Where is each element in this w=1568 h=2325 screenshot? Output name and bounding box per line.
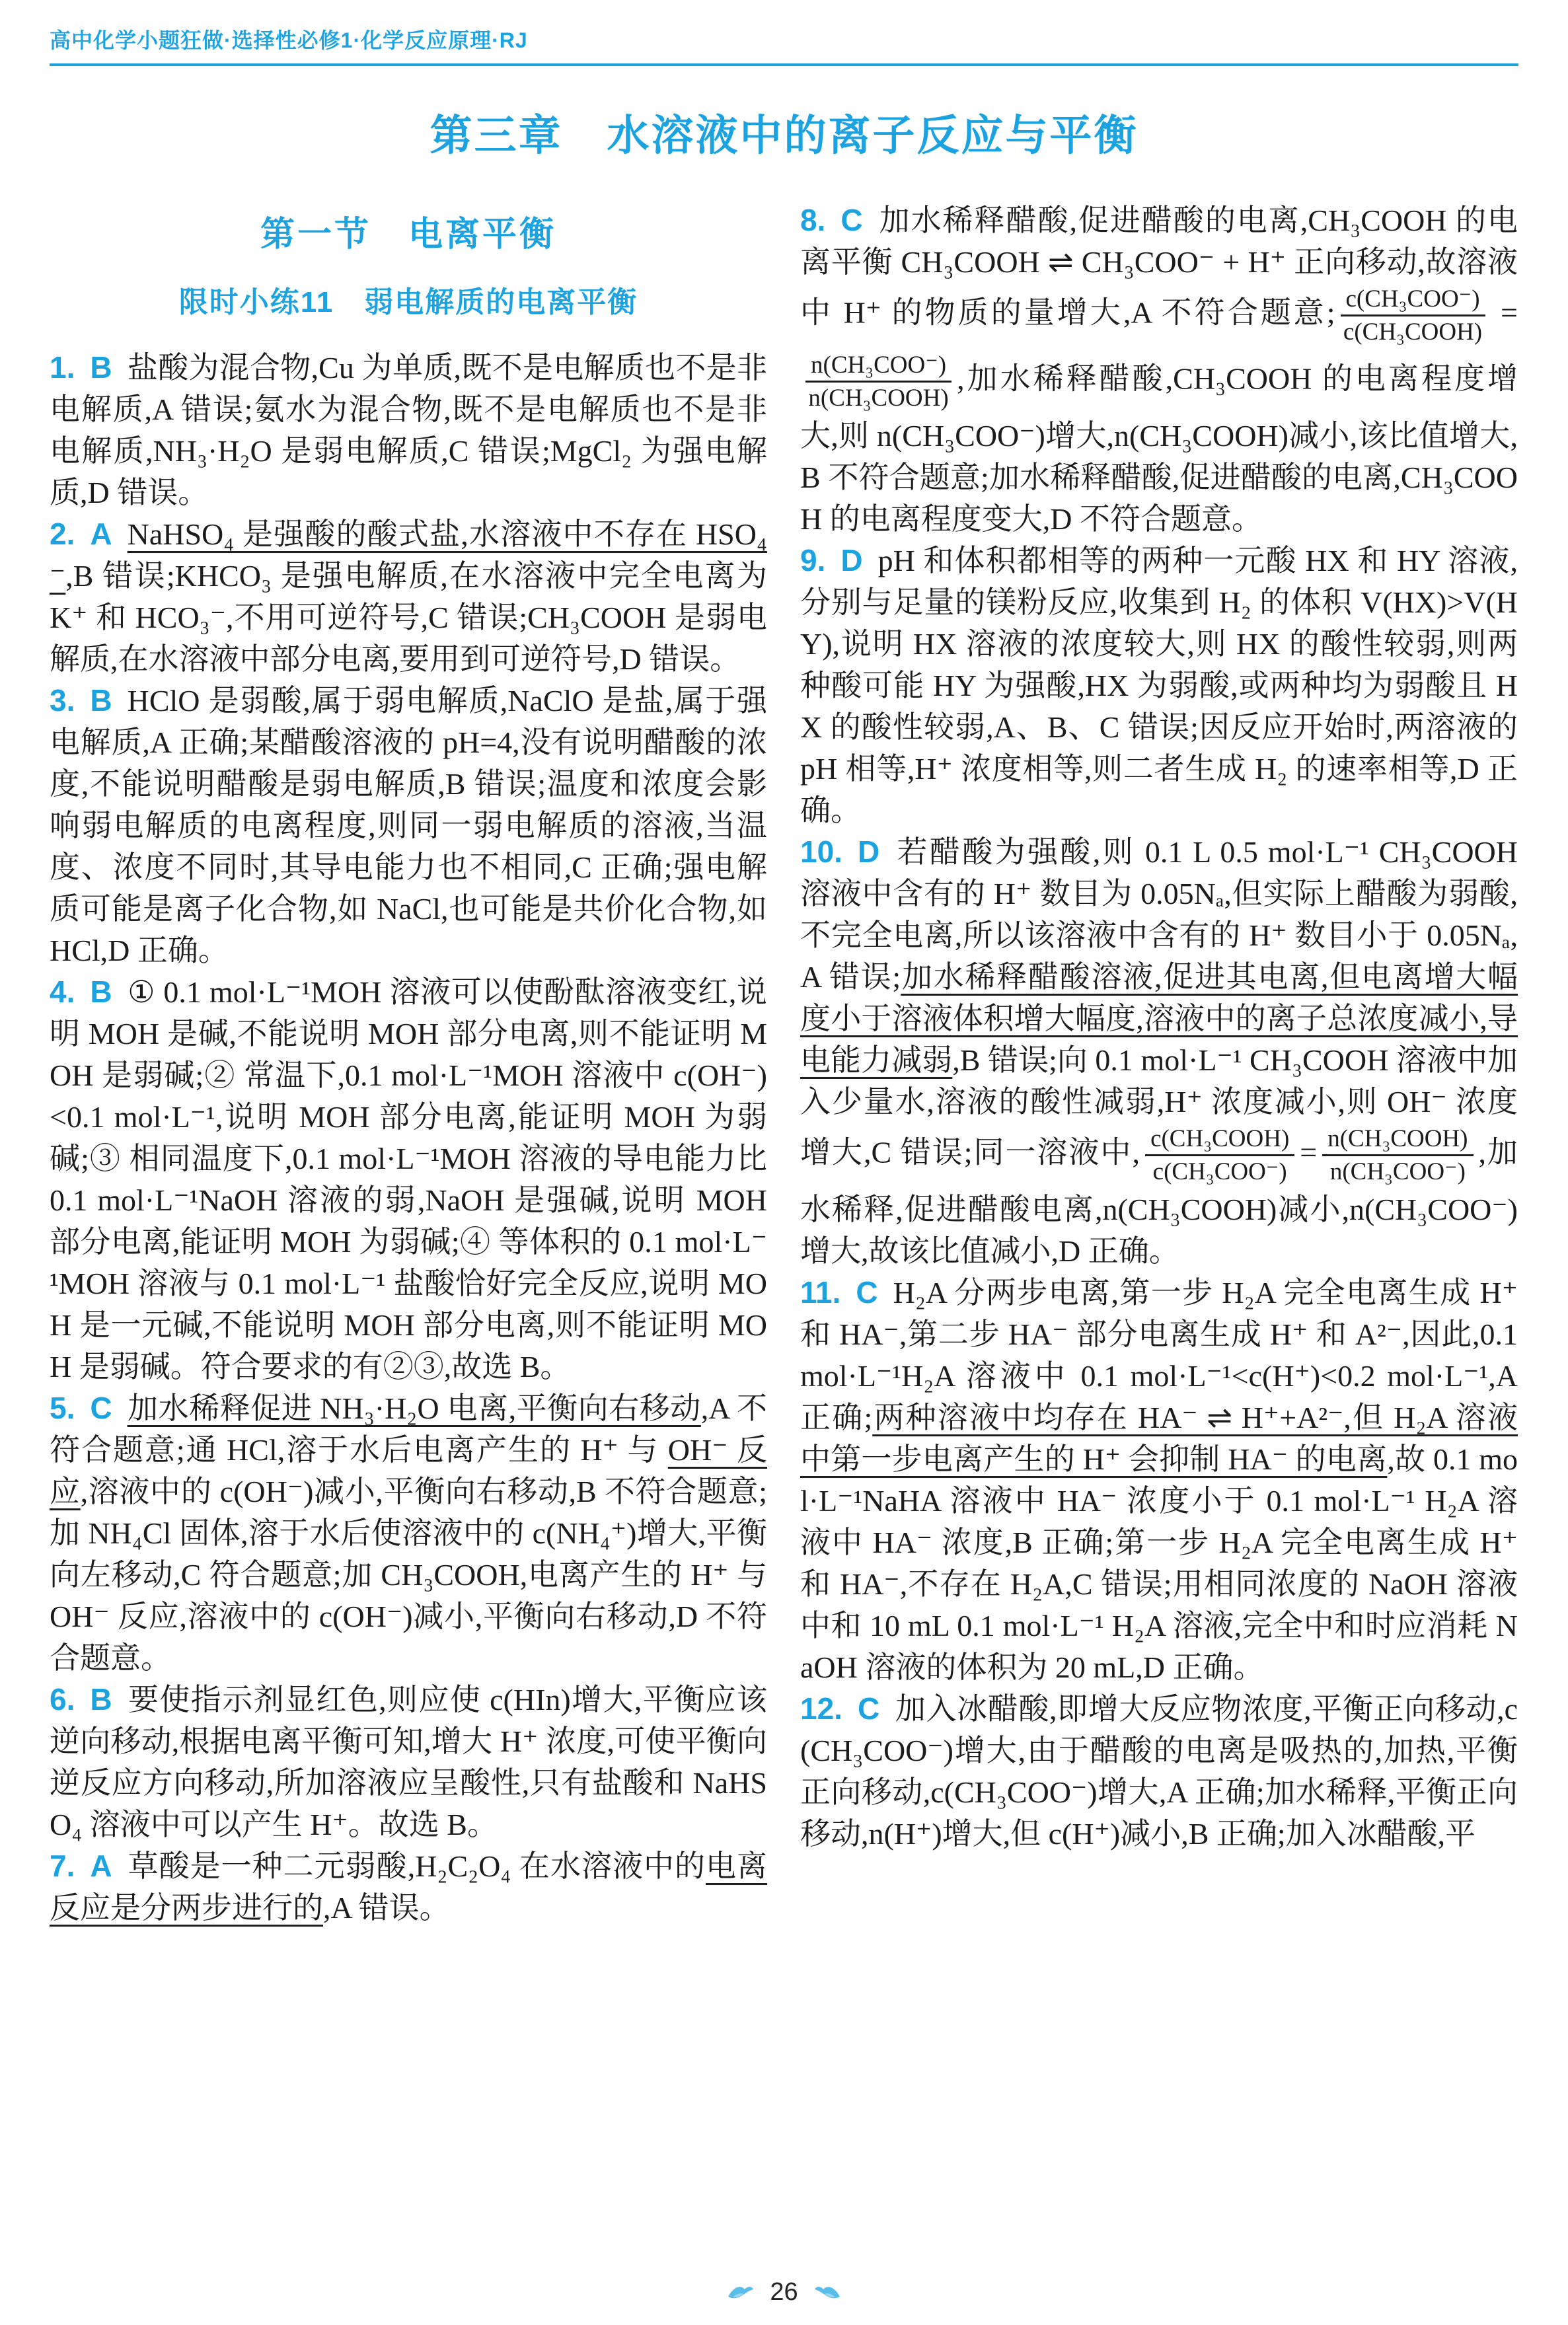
answer-item [800, 200, 1518, 540]
answer-text: ,故 0.1 mol·L⁻¹NaHA 溶液中 HA⁻ 浓度小于 0.1 mol·L⁻¹ H₂A 溶液中 HA⁻ 浓度,B 正确;第一步 H₂A 完全电离生成 H⁺ 和 HA⁻,不存在 H₂A,C 错误;用相同浓度的 NaOH 溶液中和 10 mL 0.1 mol·L⁻¹ H₂A 溶液,完全中和时应消耗 NaOH 溶液的体积为 20 mL,D 正确。 [800, 1442, 1518, 1684]
answer-text: ① 0.1 mol·L⁻¹MOH 溶液可以使酚酞溶液变红,说明 MOH 是碱,不能说明 MOH 部分电离,则不能证明 MOH 是弱碱;② 常温下,0.1 mol·L⁻¹MOH 溶液中 c(OH⁻)<0.1 mol·L⁻¹,说明 MOH 部分电离,能证明 MOH 为弱碱;③ 相同温度下,0.1 mol·L⁻¹MOH 溶液的导电能力比 0.1 mol·L⁻¹NaOH 溶液的弱,NaOH 是强碱,说明 MOH 部分电离,能证明 MOH 为弱碱;④ 等体积的 0.1 mol·L⁻¹MOH 溶液与 0.1 mol·L⁻¹ 盐酸恰好完全反应,说明 MOH 是一元碱,不能说明 MOH 部分电离,则不能证明 MOH 是弱碱。符合要求的有②③,故选 B。 [50, 975, 767, 1384]
answer-letter: C [90, 1391, 112, 1425]
answer-text: 加水稀释醋酸,促进醋酸的电离,CH₃COOH 的电离平衡 CH₃COOH ⇌ CH₃COO⁻ + H⁺ 正向移动,故溶液中 H⁺ 的物质的量增大,A 不符合题意; [800, 203, 1518, 330]
answer-text: 要使指示剂显红色,则应使 c(HIn)增大,平衡应该逆向移动,根据电离平衡可知,增大 H⁺ 浓度,可使平衡向逆反应方向移动,所加溶液应呈酸性,只有盐酸和 NaHSO₄ 溶液中可以产生 H⁺。故选 B。 [50, 1683, 767, 1841]
answer-item [50, 971, 767, 1387]
answer-letter: A [90, 1849, 112, 1883]
page-footer [0, 2278, 1568, 2307]
underlined-text: OH⁻ 反应 [50, 1433, 767, 1508]
answer-item [50, 513, 767, 680]
fraction-denominator: n(CH₃COOH) [808, 385, 949, 412]
answer-letter: D [857, 834, 880, 869]
answer-number: 11. [800, 1274, 841, 1310]
answer-text: ,B 错误;KHCO₃ 是强电解质,在水溶液中完全电离为 K⁺ 和 HCO₃⁻,不用可逆符号,C 错误;CH₃COOH 是弱电解质,在水溶液中部分电离,要用到可逆符号,D 错误。 [50, 559, 767, 676]
answer-item [50, 680, 767, 971]
fraction-denominator: n(CH₃COO⁻) [1329, 1158, 1466, 1186]
answer-item [800, 540, 1518, 831]
fraction [805, 351, 952, 412]
answer-text: ,A 不符合题意;通 HCl,溶于水后电离产生的 H⁺ 与 [50, 1391, 767, 1467]
answer-number: 1. [50, 350, 75, 385]
answer-text: 草酸是一种二元弱酸,H₂C₂O₄ 在水溶液中的 [127, 1849, 706, 1883]
answer-number: 8. [800, 203, 826, 237]
answer-text: = [1490, 295, 1518, 330]
answer-text: pH 和体积都相等的两种一元酸 HX 和 HY 溶液,分别与足量的镁粉反应,收集到 H₂ 的体积 V(HX)>V(HY),说明 HX 溶液的浓度较大,则 HX 的酸性较弱,则两种酸可能 HY 为强酸,HX 为弱酸,或两种均为弱酸且 HX 的酸性较弱,A、B、C 错误;因反应开始时,两溶液的 pH 相等,H⁺ 浓度相等,则二者生成 H₂ 的速率相等,D 正确。 [800, 543, 1518, 827]
fraction-denominator: c(CH₃COO⁻) [1152, 1158, 1287, 1186]
answer-letter: D [840, 542, 863, 577]
answer-item [50, 1845, 767, 1929]
answer-text: ,加水稀释醋酸,CH₃COOH 的电离程度增大,则 n(CH₃COO⁻)增大,n(CH₃COOH)减小,该比值增大,B 不符合题意;加水稀释醋酸,促进醋酸的电离,CH₃COOH 的电离程度变大,D 不符合题意。 [800, 361, 1518, 536]
answer-letter: B [90, 683, 112, 718]
answer-item [50, 1387, 767, 1679]
answer-item [800, 1272, 1518, 1688]
answer-item [800, 831, 1518, 1272]
answer-number: 7. [50, 1849, 75, 1883]
practice-title: 限时小练11 弱电解质的电离平衡 [178, 286, 638, 318]
page-number: 26 [770, 2278, 798, 2306]
answer-text: ,A 错误。 [323, 1891, 450, 1925]
answer-letter: B [90, 1682, 112, 1716]
left-column [50, 200, 767, 1929]
answer-number: 3. [50, 683, 75, 718]
chapter-title: 第三章 水溶液中的离子反应与平衡 [429, 112, 1139, 159]
underlined-text: 加水稀释促进 NH₃·H₂O 电离,平衡向右移动 [127, 1391, 701, 1425]
answer-text: HClO 是弱酸,属于弱电解质,NaClO 是盐,属于强电解质,A 正确;某醋酸溶液的 pH=4,没有说明醋酸的浓度,不能说明醋酸是弱电解质,B 错误;温度和浓度会影响弱电解质的电离程度,则同一弱电解质的溶液,当温度、浓度不同时,其导电能力也不相同,C 正确;强电解质可能是离子化合物,如 NaCl,也可能是共价化合物,如 HCl,D 正确。 [50, 684, 767, 967]
answer-text: 若醋酸为强酸,则 0.1 L 0.5 mol·L⁻¹ CH₃COOH 溶液中含有的 H⁺ 数目为 0.05Nₐ,但实际上醋酸为弱酸,不完全电离,所以该溶液中含有的 H⁺ 数目小于 0.05Nₐ,A 错误; [800, 834, 1518, 994]
answer-letter: A [90, 517, 112, 551]
underlined-text: 加水稀释醋酸溶液,促进其电离,但电离增大幅度小于溶液体积增大幅度,溶液中的离子总浓度减小,导电能力减弱 [800, 959, 1518, 1077]
two-column-body [50, 200, 1518, 1929]
header-rule [50, 63, 1518, 66]
answer-text: H₂A 分两步电离,第一步 H₂A 完全电离生成 H⁺ 和 HA⁻,第二步 HA⁻ 部分电离生成 H⁺ 和 A²⁻,因此,0.1 mol·L⁻¹H₂A 溶液中 0.1 mol·L⁻¹<c(H⁺)<0.2 mol·L⁻¹,A 正确; [800, 1275, 1518, 1434]
answer-text: = [1300, 1135, 1318, 1169]
answer-text: ,B 错误;向 0.1 mol·L⁻¹ CH₃COOH 溶液中加入少量水,溶液的酸性减弱,H⁺ 浓度减小,则 OH⁻ 浓度增大,C 错误;同一溶液中, [800, 1043, 1518, 1169]
answer-number: 2. [50, 517, 75, 551]
answer-item [800, 1688, 1518, 1855]
answer-item [50, 347, 767, 513]
answer-text: 加入冰醋酸,即增大反应物浓度,平衡正向移动,c(CH₃COO⁻)增大,由于醋酸的电离是吸热的,加热,平衡正向移动,c(CH₃COO⁻)增大,A 正确;加水稀释,平衡正向移动,n(H⁺)增大,但 c(H⁺)减小,B 正确;加入冰醋酸,平 [800, 1691, 1518, 1851]
right-column [800, 200, 1518, 1855]
fraction [1322, 1125, 1473, 1186]
page-header [50, 24, 1518, 66]
fraction-numerator: c(CH₃COOH) [1145, 1125, 1294, 1156]
underlined-text: NaHSO₄ 是强酸的酸式盐,水溶液中不存在 HSO₄⁻ [50, 517, 767, 593]
underlined-text: 电离反应是分两步进行的 [50, 1849, 768, 1925]
answer-item [50, 1679, 767, 1845]
fraction [1145, 1125, 1294, 1186]
dove-icon-left [726, 2283, 755, 2302]
answer-number: 10. [800, 834, 842, 869]
section-title: 第一节 电离平衡 [260, 215, 556, 254]
answer-number: 4. [50, 975, 75, 1009]
answer-number: 12. [800, 1691, 842, 1726]
answer-text: ,溶液中的 c(OH⁻)减小,平衡向右移动,B 不符合题意;加 NH₄Cl 固体,溶于水后使溶液中的 c(NH₄⁺)增大,平衡向左移动,C 符合题意;加 CH₃COOH,电离产生的 H⁺ 与 OH⁻ 反应,溶液中的 c(OH⁻)减小,平衡向右移动,D 不符合题意。 [50, 1475, 767, 1675]
fraction-numerator: n(CH₃COOH) [1322, 1125, 1473, 1156]
left-answer-list [50, 347, 767, 1929]
fraction-numerator: n(CH₃COO⁻) [805, 351, 952, 383]
answer-number: 9. [800, 542, 826, 577]
answer-number: 5. [50, 1391, 75, 1425]
fraction-denominator: c(CH₃COOH) [1343, 318, 1483, 346]
answer-letter: C [857, 1691, 880, 1726]
series-title: 高中化学小题狂做·选择性必修1·化学反应原理·RJ [50, 28, 528, 52]
answer-letter: B [90, 975, 112, 1009]
answer-letter: C [840, 203, 863, 237]
answer-number: 6. [50, 1682, 75, 1716]
answer-text: 盐酸为混合物,Cu 为单质,既不是电解质也不是非电解质,A 错误;氨水为混合物,既不是电解质也不是非电解质,NH₃·H₂O 是弱电解质,C 错误;MgCl₂ 为强电解质,D 错误。 [50, 351, 767, 509]
fraction [1341, 285, 1485, 346]
fraction-numerator: c(CH₃COO⁻) [1341, 285, 1485, 316]
dove-icon-right [813, 2283, 842, 2302]
answer-letter: B [90, 350, 112, 385]
underlined-text: 两种溶液中均存在 HA⁻ ⇌ H⁺+A²⁻,但 H₂A 溶液中第一步电离产生的 H⁺ 会抑制 HA⁻ 的电离 [800, 1400, 1518, 1476]
answer-letter: C [856, 1274, 878, 1310]
right-answer-list [800, 200, 1518, 1855]
answer-text: ,加水稀释,促进醋酸电离,n(CH₃COOH)减小,n(CH₃COO⁻)增大,故该比值减小,D 正确。 [800, 1135, 1518, 1268]
